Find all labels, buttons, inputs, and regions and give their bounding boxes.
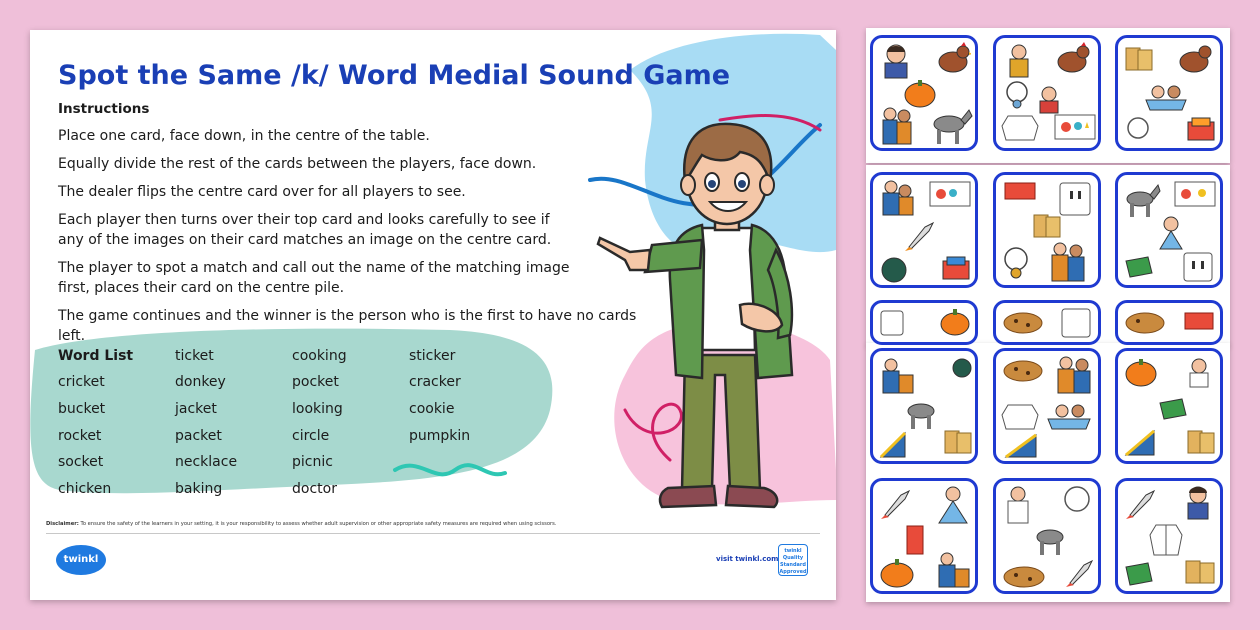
- disclaimer-text: To ensure the safety of the learners in your setting, it is your responsibility to assess whether adult supervision or other appropriate safety measures are required when using scissors.: [80, 521, 557, 527]
- donkey-icon: [1122, 183, 1162, 219]
- pumpkin-icon: [879, 557, 915, 589]
- instruction-step: The player to spot a match and call out the name of the matching image first, places their card on the centre pile.: [58, 260, 570, 296]
- people-icon: [877, 179, 917, 219]
- rocket-icon: [1124, 429, 1156, 457]
- word-list-item: rocket: [58, 428, 102, 444]
- word-list-item: cracker: [409, 374, 461, 390]
- cracker-icon: [1186, 427, 1216, 457]
- instruction-steps: [58, 126, 658, 354]
- word-list-item: necklace: [175, 454, 238, 470]
- cookie-icon: [879, 255, 909, 285]
- picnic-icon: [1046, 401, 1092, 431]
- doctor-icon: [1002, 485, 1034, 525]
- chicken-icon: [1054, 42, 1094, 78]
- picture-card[interactable]: [993, 300, 1101, 345]
- rocket-icon: [1004, 433, 1038, 459]
- cookie-icon: [1002, 311, 1044, 335]
- picture-card[interactable]: [993, 35, 1101, 151]
- word-list-item: looking: [292, 401, 343, 417]
- rocket-icon: [879, 431, 907, 459]
- book-icon: [1158, 397, 1188, 421]
- picture-card[interactable]: [993, 478, 1101, 594]
- word-list-item: jacket: [175, 401, 217, 417]
- rocket-icon: [1124, 487, 1158, 521]
- instructions-heading: Instructions: [58, 101, 150, 117]
- child-icon: [935, 485, 971, 525]
- word-list-item: circle: [292, 428, 330, 444]
- disclaimer: [46, 521, 826, 527]
- jacket-icon: [1000, 401, 1040, 431]
- footer-divider: [46, 533, 820, 534]
- twinkl-logo[interactable]: twinkl: [56, 545, 106, 575]
- word-list-item: doctor: [292, 481, 337, 497]
- instruction-step: Each player then turns over their top card and looks carefully to see if any of the images on their card matches an image on the centre card.: [58, 212, 552, 248]
- word-list-item: chicken: [58, 481, 112, 497]
- child-icon: [1000, 42, 1038, 80]
- cookie-icon: [1002, 359, 1044, 383]
- word-list-item: donkey: [175, 374, 226, 390]
- instruction-sheet: [30, 30, 836, 600]
- picture-card[interactable]: [993, 172, 1101, 288]
- donkey-icon: [927, 106, 973, 146]
- picture-card[interactable]: [1115, 300, 1223, 345]
- socket-icon: [879, 309, 905, 337]
- donkey-icon: [1032, 521, 1072, 557]
- picture-card[interactable]: [1115, 478, 1223, 594]
- picture-card[interactable]: [870, 348, 978, 464]
- child-icon: [1034, 84, 1064, 114]
- word-list-item: sticker: [409, 348, 456, 364]
- picture-card[interactable]: [1115, 348, 1223, 464]
- word-list-item: cookie: [409, 401, 455, 417]
- pumpkin-icon: [939, 307, 971, 337]
- sticker-sheet-icon: [1174, 181, 1216, 207]
- circle-icon: [1126, 116, 1150, 140]
- disclaimer-label: Disclaimer:: [46, 521, 79, 527]
- word-list-item: bucket: [58, 401, 106, 417]
- word-list-heading: Word List: [58, 348, 134, 364]
- ticket-icon: [1004, 181, 1036, 201]
- people-icon: [933, 551, 971, 589]
- word-list-item: picnic: [292, 454, 333, 470]
- quality-badge: [778, 544, 808, 576]
- picture-card[interactable]: [870, 35, 978, 151]
- necklace-icon: [1002, 80, 1032, 110]
- instruction-step: Place one card, face down, in the centre of the table.: [58, 128, 430, 144]
- picnic-icon: [1144, 82, 1188, 112]
- cracker-icon: [943, 427, 973, 457]
- jacket-icon: [1148, 521, 1184, 557]
- socket-icon: [1182, 251, 1214, 283]
- sticker-sheet-icon: [929, 181, 971, 207]
- visit-link[interactable]: visit twinkl.com: [716, 555, 779, 563]
- doctor-icon: [1182, 357, 1216, 389]
- chicken-icon: [933, 42, 971, 78]
- boy-icon: [879, 42, 913, 80]
- picture-card[interactable]: [870, 478, 978, 594]
- badge-brand: twinkl: [784, 548, 802, 554]
- socket-icon: [1060, 307, 1092, 339]
- pumpkin-icon: [1124, 357, 1158, 387]
- cracker-icon: [1124, 44, 1154, 74]
- word-list-item: ticket: [175, 348, 214, 364]
- ticket-icon: [905, 525, 925, 555]
- picture-card[interactable]: [1115, 172, 1223, 288]
- jacket-icon: [1000, 112, 1040, 142]
- word-list-item: pumpkin: [409, 428, 471, 444]
- rocket-icon: [879, 487, 913, 521]
- picture-card[interactable]: [993, 348, 1101, 464]
- rocket-icon: [1064, 557, 1094, 589]
- instruction-step: The dealer flips the centre card over for all players to see.: [58, 184, 466, 200]
- cracker-icon: [1184, 557, 1216, 587]
- word-list-item: pocket: [292, 374, 339, 390]
- people-icon: [1052, 355, 1094, 395]
- word-list-item: packet: [175, 428, 222, 444]
- word-list-item: cricket: [58, 374, 105, 390]
- pumpkin-icon: [903, 78, 937, 108]
- word-list-item: baking: [175, 481, 223, 497]
- circle-icon: [1062, 485, 1092, 513]
- word-list-item: cooking: [292, 348, 347, 364]
- cookie-icon: [951, 357, 973, 379]
- cookie-icon: [1002, 565, 1046, 589]
- picture-card[interactable]: [870, 300, 978, 345]
- cracker-icon: [1032, 211, 1064, 241]
- people-icon: [1048, 241, 1088, 283]
- rocket-icon: [903, 219, 937, 253]
- packet-icon: [1186, 116, 1216, 142]
- picture-card[interactable]: [1115, 35, 1223, 151]
- instruction-step: The game continues and the winner is the person who is the first to have no cards left.: [58, 308, 637, 344]
- cookie-icon: [1124, 311, 1166, 335]
- word-list-item: socket: [58, 454, 104, 470]
- book-icon: [1124, 255, 1154, 279]
- picture-card[interactable]: [870, 172, 978, 288]
- sticker-sheet-icon: [1054, 114, 1096, 140]
- chicken-icon: [1176, 42, 1216, 78]
- donkey-icon: [903, 395, 943, 431]
- packet-icon: [941, 255, 971, 281]
- necklace-icon: [1000, 245, 1032, 281]
- page-title: Spot the Same /k/ Word Medial Sound Game: [58, 60, 731, 91]
- instruction-step: Equally divide the rest of the cards between the players, face down.: [58, 156, 537, 172]
- child-icon: [1156, 215, 1186, 251]
- ticket-icon: [1184, 311, 1214, 331]
- badge-text: Quality Standard Approved: [779, 555, 807, 575]
- boy-character-illustration: [590, 110, 810, 520]
- boy-icon: [1180, 485, 1216, 521]
- people-icon: [877, 357, 917, 395]
- people-icon: [879, 106, 915, 146]
- book-icon: [1124, 561, 1154, 587]
